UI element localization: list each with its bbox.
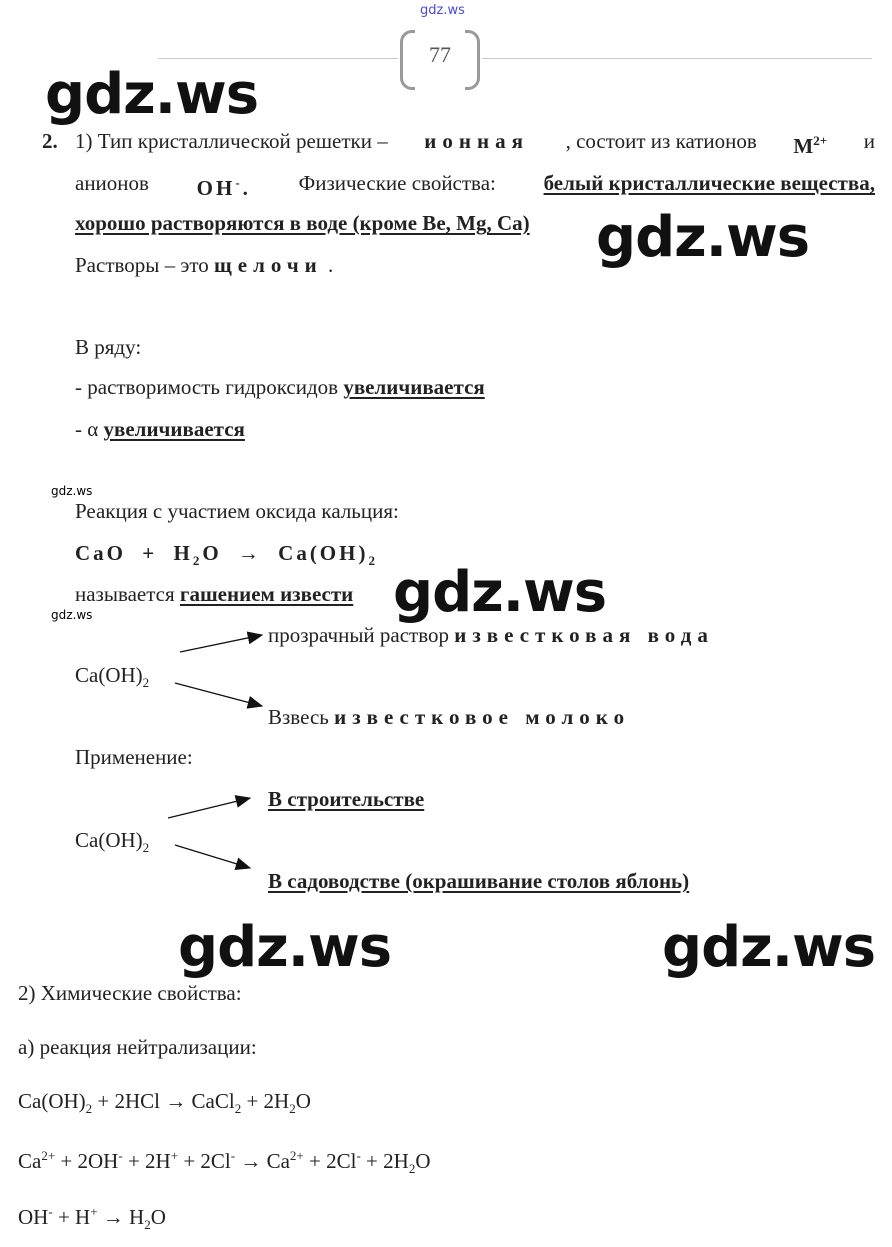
- eq1-a-sub: 2: [85, 1101, 93, 1117]
- slaking-answer: гашением извести: [179, 582, 354, 606]
- line1-suffix: и: [863, 129, 875, 153]
- branch1-bottom: [268, 704, 630, 730]
- reaction-sub: 2: [368, 553, 378, 569]
- eq2-g: + 2H: [360, 1149, 409, 1173]
- eq2-f: + 2Cl: [303, 1149, 357, 1173]
- page-number: 77: [429, 42, 451, 67]
- eq1-c: + 2H: [241, 1089, 290, 1113]
- physical-props-answer-cont: хорошо растворяются в воде (кроме Be, Mg, Ca): [75, 211, 530, 235]
- eq2-e-sup: 2+: [289, 1148, 304, 1163]
- eq2-g-sub: 2: [408, 1161, 416, 1177]
- lattice-type-answer: ионная: [424, 129, 529, 153]
- solutions-answer: щелочи: [214, 253, 323, 277]
- reaction-mid: O → Ca(OH): [202, 541, 369, 565]
- watermark-small: gdz.ws: [51, 484, 93, 498]
- physical-props-answer: белый кристаллические вещества,: [543, 171, 875, 195]
- eq2-b-sup: -: [118, 1148, 123, 1163]
- slaking-prefix: называется: [75, 582, 175, 606]
- branch1-top: [268, 622, 714, 648]
- eq3-b-sup: +: [90, 1204, 98, 1219]
- eq2-d: + 2Cl: [178, 1149, 231, 1173]
- neutralization-equation-3: [18, 1199, 166, 1238]
- watermark-small: gdz.ws: [51, 608, 93, 622]
- neutralization-equation-2: [18, 1143, 430, 1182]
- reaction-left: CaO + H: [75, 541, 193, 565]
- eq2-d-sup: -: [230, 1148, 236, 1163]
- cation-charge: 2+: [813, 133, 828, 148]
- branch1-bottom-answer: известковое молоко: [334, 705, 631, 729]
- eq3-d: O: [150, 1205, 166, 1229]
- task-number: 2.: [42, 129, 58, 153]
- branch1-formula: [75, 662, 149, 696]
- alpha-prefix: - α: [75, 417, 99, 441]
- neutralization-equation-1: [18, 1088, 311, 1122]
- eq2-a-sup: 2+: [41, 1148, 56, 1163]
- arrow-icon: [168, 798, 250, 818]
- watermark-large: gdz.ws: [178, 915, 392, 980]
- reaction-h-sub: 2: [192, 553, 203, 569]
- watermark-large: gdz.ws: [45, 62, 259, 127]
- branch2-bottom-answer: В садоводстве (окрашивание столов яблонь): [268, 869, 690, 893]
- reaction-intro: Реакция с участием оксида кальция:: [75, 499, 399, 523]
- line1-prefix: 1) Тип кристаллической решетки –: [75, 129, 388, 153]
- anion-charge: -: [235, 175, 243, 190]
- branch1-formula-sub: 2: [142, 675, 150, 691]
- physical-props-label: Физические свойства:: [298, 171, 496, 195]
- arrow-icon: [175, 683, 262, 706]
- branch2-formula: [75, 827, 149, 861]
- eq1-b-sub: 2: [234, 1101, 242, 1117]
- branch1-bottom-prefix: Взвесь: [268, 705, 329, 729]
- arrow-icon: [175, 845, 250, 868]
- part2-subtitle: а) реакция нейтрализации:: [18, 1035, 257, 1059]
- anion-base: OH: [196, 176, 236, 200]
- eq1-b: + 2HCl → CaCl: [92, 1089, 235, 1113]
- watermark-top: gdz.ws: [420, 3, 465, 18]
- solubility-prefix: - растворимость гидроксидов: [75, 375, 339, 399]
- eq3-c-sub: 2: [144, 1217, 151, 1233]
- eq1-c-sub: 2: [289, 1101, 296, 1117]
- row-title: В ряду:: [75, 335, 142, 359]
- watermark-large: gdz.ws: [662, 915, 876, 980]
- eq1-d: O: [295, 1089, 311, 1113]
- eq2-a: Ca: [18, 1149, 42, 1173]
- branch1-top-answer: известковая вода: [454, 623, 714, 647]
- line1-middle: , состоит из катионов: [565, 129, 757, 153]
- watermark-large: gdz.ws: [393, 560, 607, 625]
- eq2-e: → Ca: [235, 1149, 290, 1173]
- anion-dot: .: [242, 176, 251, 200]
- solubility-answer: увеличивается: [343, 375, 485, 399]
- eq2-c: + 2H: [122, 1149, 171, 1173]
- solutions-prefix: Растворы – это: [75, 253, 209, 277]
- cation-base: M: [793, 134, 814, 158]
- branch2-top-answer: В строительстве: [268, 787, 425, 811]
- line2-prefix: анионов: [75, 171, 149, 195]
- eq3-a-sup: -: [48, 1204, 53, 1219]
- eq2-h: O: [415, 1149, 431, 1173]
- branch1-formula-base: Ca(OH): [75, 663, 143, 687]
- eq3-a: OH: [18, 1205, 49, 1229]
- eq3-b: + H: [52, 1205, 91, 1229]
- branch1-top-prefix: прозрачный раствор: [268, 623, 450, 647]
- eq1-a: Ca(OH): [18, 1089, 86, 1113]
- alpha-answer: увеличивается: [103, 417, 245, 441]
- solutions-suffix: .: [328, 253, 334, 277]
- eq2-f-sup: -: [356, 1148, 361, 1163]
- arrow-icon: [180, 635, 262, 652]
- eq2-c-sup: +: [170, 1148, 179, 1163]
- eq3-c: → H: [97, 1205, 145, 1229]
- branch2-formula-sub: 2: [142, 840, 150, 856]
- branch2-formula-base: Ca(OH): [75, 828, 143, 852]
- application-title: Применение:: [75, 745, 193, 769]
- eq2-b: + 2OH: [55, 1149, 119, 1173]
- watermark-large: gdz.ws: [596, 205, 810, 270]
- part2-title: 2) Химические свойства:: [18, 981, 242, 1005]
